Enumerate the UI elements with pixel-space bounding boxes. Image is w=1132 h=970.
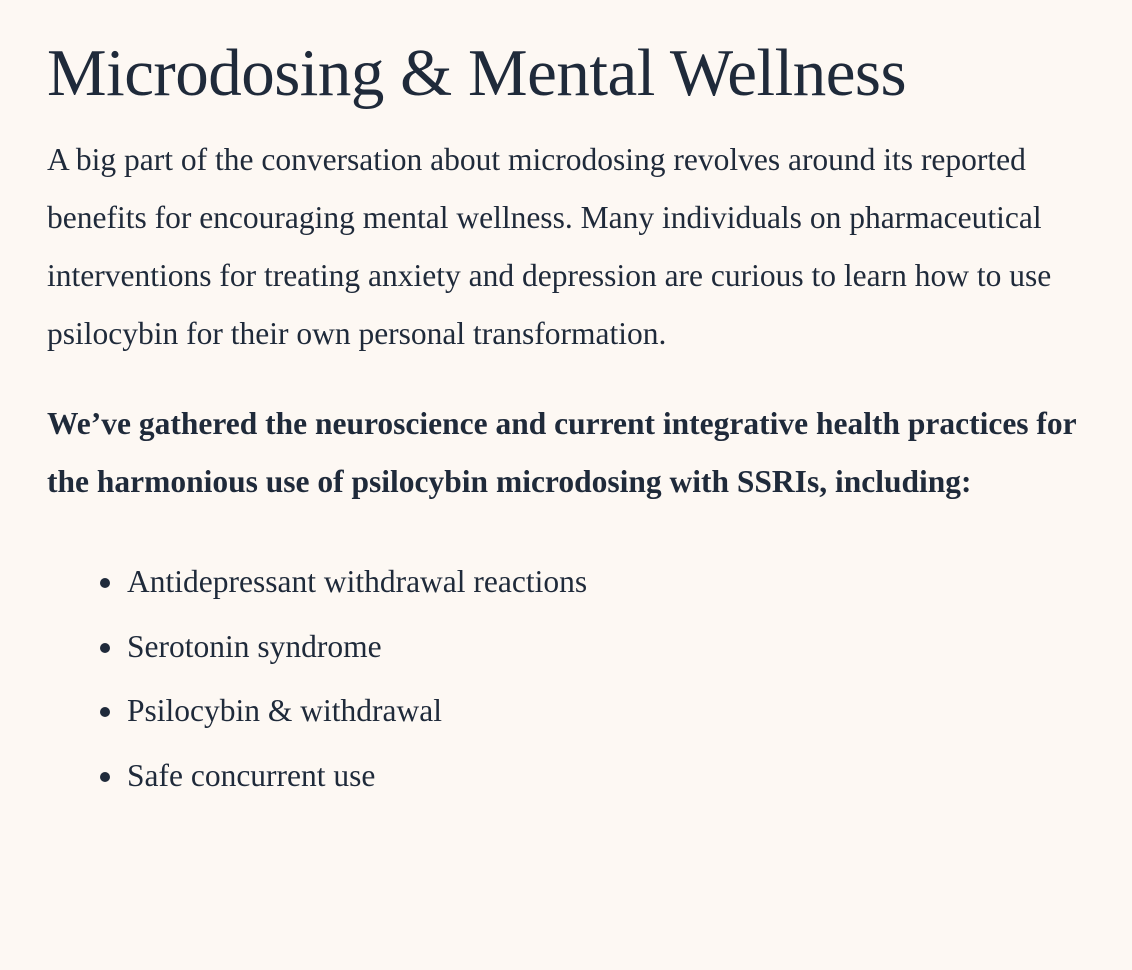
bullet-icon (100, 643, 110, 653)
list-item-label: Safe concurrent use (127, 757, 376, 793)
topic-list (47, 550, 1092, 808)
list-item (127, 679, 1092, 744)
list-item (127, 615, 1092, 680)
bullet-icon (100, 772, 110, 782)
list-item (127, 744, 1092, 809)
bullet-icon (100, 707, 110, 717)
page-title: Microdosing & Mental Wellness (47, 36, 907, 110)
lead-paragraph: We’ve gathered the neuroscience and current integrative health practices for the harmonious use of psilocybin microdosing with SSRIs, including: (47, 406, 1077, 499)
list-item (127, 550, 1092, 615)
intro-paragraph: A big part of the conversation about microdosing revolves around its reported benefits for encouraging mental wellness. Many individuals on pharmaceutical interventions for treating anxiety and depression are curious to learn how to use psilocybin for their own personal transformation. (47, 142, 1052, 351)
list-item-label: Antidepressant withdrawal reactions (127, 564, 588, 599)
list-item-label: Psilocybin & withdrawal (127, 693, 442, 728)
bullet-icon (100, 578, 110, 588)
list-item-label: Serotonin syndrome (127, 628, 382, 664)
